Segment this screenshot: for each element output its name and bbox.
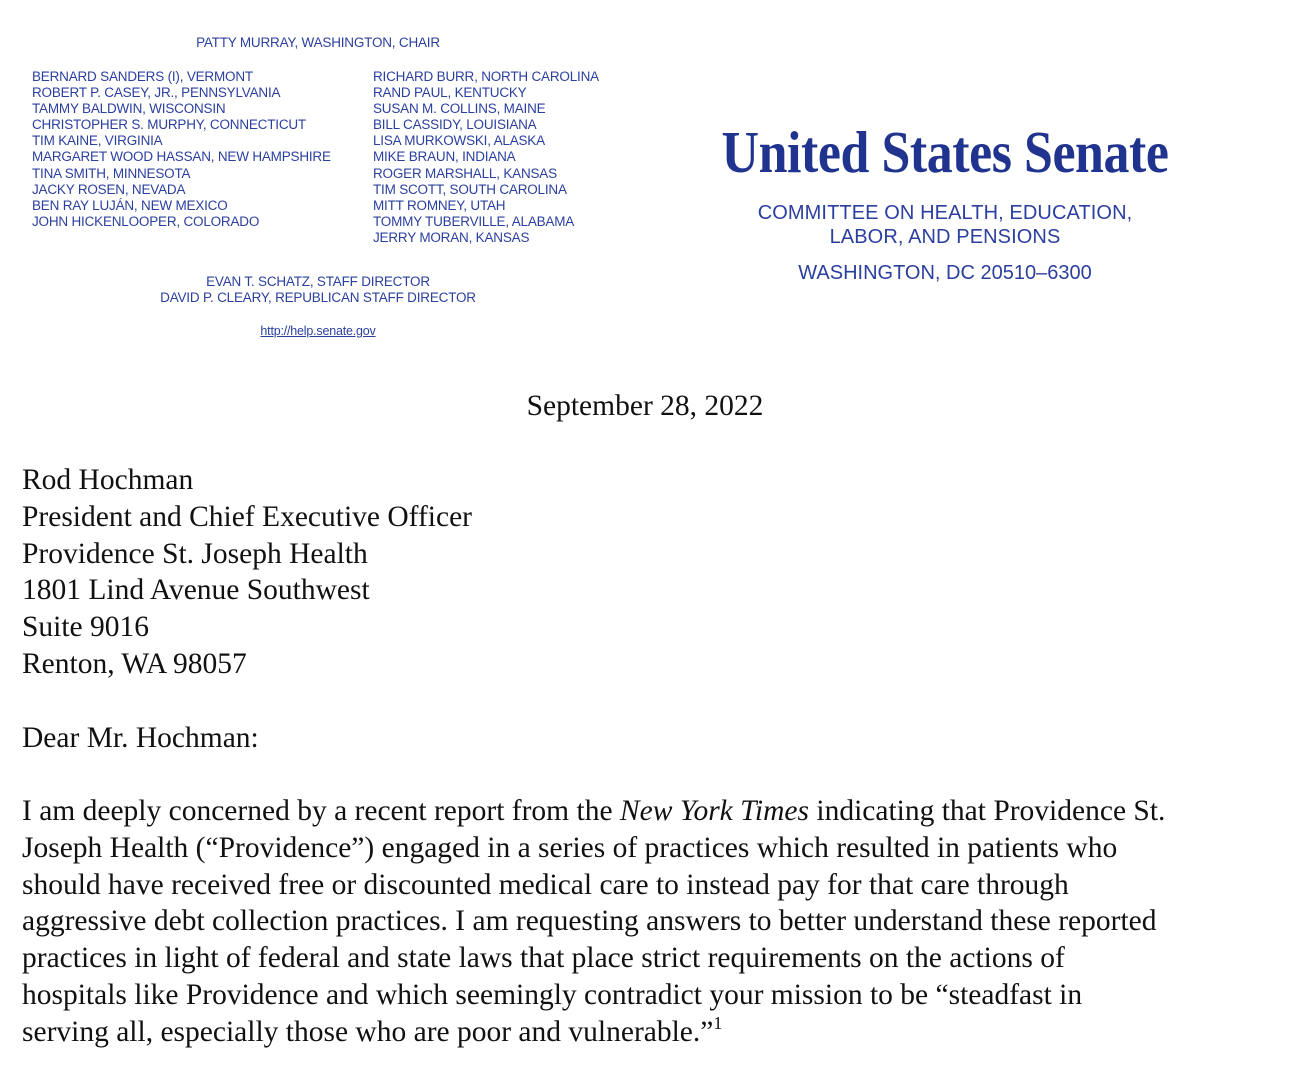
committee-chair: PATTY MURRAY, WASHINGTON, CHAIR <box>196 35 440 50</box>
staff-directors <box>0 274 636 306</box>
recipient-address <box>22 462 472 683</box>
member-name: RICHARD BURR, NORTH CAROLINA <box>373 69 599 84</box>
body-line: Joseph Health (“Providence”) engaged in a series of practices which resulted in patients who <box>22 831 1118 864</box>
member-name: BERNARD SANDERS (I), VERMONT <box>32 69 253 84</box>
body-text: I am deeply concerned by a recent report from the <box>22 795 620 827</box>
member-name: MIKE BRAUN, INDIANA <box>373 149 516 165</box>
committee-name-line: LABOR, AND PENSIONS <box>829 226 1061 248</box>
member-name: TIM SCOTT, SOUTH CAROLINA <box>373 181 567 197</box>
letter-date: September 28, 2022 <box>526 390 764 422</box>
senate-letterhead <box>655 0 1235 300</box>
member-name: JACKY ROSEN, NEVADA <box>32 181 186 197</box>
staff-director: EVAN T. SCHATZ, STAFF DIRECTOR <box>206 274 430 289</box>
member-name: RAND PAUL, KENTUCKY <box>373 85 527 101</box>
member-name: SUSAN M. COLLINS, MAINE <box>373 101 546 117</box>
recipient-line: Suite 9016 <box>22 611 150 644</box>
recipient-line: President and Chief Executive Officer <box>22 500 472 533</box>
member-name: ROGER MARSHALL, KANSAS <box>373 165 557 181</box>
footnote-marker[interactable]: 1 <box>713 1012 723 1033</box>
body-text: indicating that Providence St. <box>809 795 1166 827</box>
member-name: BILL CASSIDY, LOUISIANA <box>373 117 537 133</box>
body-line: aggressive debt collection practices. I am requesting answers to better understand these reported <box>22 905 1157 938</box>
body-line <box>22 793 1294 830</box>
member-name: BEN RAY LUJÁN, NEW MEXICO <box>32 197 228 213</box>
body-line <box>22 1014 1294 1054</box>
recipient-line: Renton, WA 98057 <box>22 647 247 680</box>
member-name: TINA SMITH, MINNESOTA <box>32 165 191 181</box>
body-line: hospitals like Providence and which seemingly contradict your mission to be “steadfast in <box>22 978 1083 1011</box>
senate-logo-title: United States Senate <box>721 119 1169 185</box>
website-link[interactable]: http://help.senate.gov <box>260 324 376 338</box>
recipient-line: 1801 Lind Avenue Southwest <box>22 574 370 607</box>
member-name: TOMMY TUBERVILLE, ALABAMA <box>373 213 575 229</box>
member-name: CHRISTOPHER S. MURPHY, CONNECTICUT <box>32 117 306 133</box>
website-link-container <box>0 323 636 339</box>
body-text: serving all, especially those who are poor and vulnerable.” <box>22 1015 714 1048</box>
republican-staff-director: DAVID P. CLEARY, REPUBLICAN STAFF DIRECTOR <box>160 290 476 306</box>
member-name: JOHN HICKENLOOPER, COLORADO <box>32 213 260 229</box>
committee-address: WASHINGTON, DC 20510–6300 <box>798 262 1092 284</box>
member-name: MITT ROMNEY, UTAH <box>373 197 506 213</box>
member-name: JERRY MORAN, KANSAS <box>373 229 530 245</box>
majority-members-list <box>32 69 331 230</box>
member-name: MARGARET WOOD HASSAN, NEW HAMPSHIRE <box>32 149 331 165</box>
recipient-line: Providence St. Joseph Health <box>22 537 368 570</box>
member-name: TAMMY BALDWIN, WISCONSIN <box>32 101 226 117</box>
member-name: ROBERT P. CASEY, JR., PENNSYLVANIA <box>32 85 281 101</box>
minority-members-list <box>373 69 599 246</box>
member-name: LISA MURKOWSKI, ALASKA <box>373 133 545 149</box>
committee-name-line: COMMITTEE ON HEALTH, EDUCATION, <box>757 202 1133 224</box>
member-name: TIM KAINE, VIRGINIA <box>32 133 163 149</box>
publication-title: New York Times <box>619 795 809 827</box>
salutation: Dear Mr. Hochman: <box>22 722 259 754</box>
recipient-line: Rod Hochman <box>22 464 194 496</box>
body-line: practices in light of federal and state laws that place strict requirements on the actions of <box>22 942 1065 975</box>
committee-name <box>655 201 1235 249</box>
body-line: should have received free or discounted medical care to instead pay for that care through <box>22 868 1069 901</box>
letter-body <box>22 793 1294 1054</box>
